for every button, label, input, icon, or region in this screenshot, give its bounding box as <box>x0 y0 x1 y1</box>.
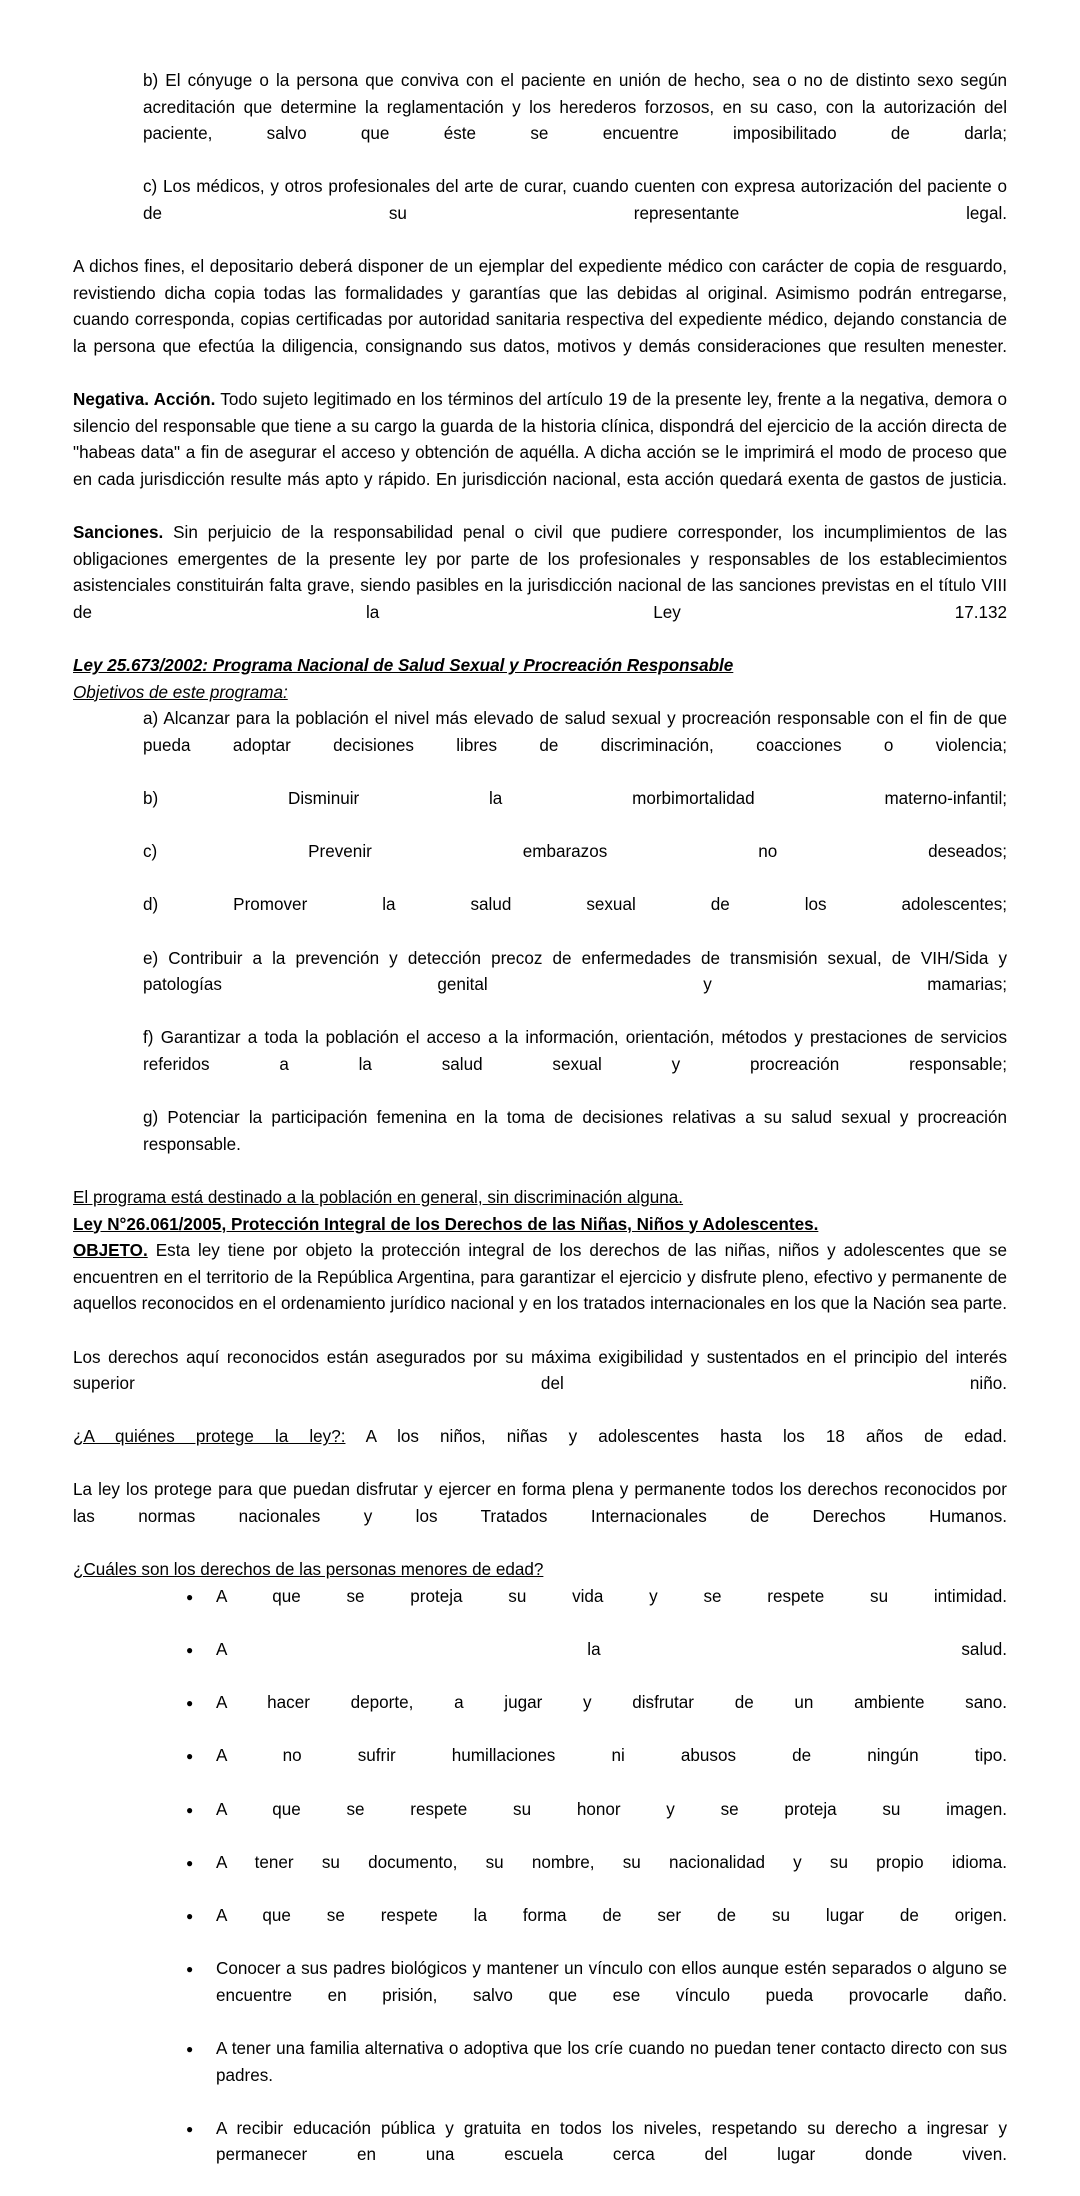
objetivo-item-f: f) Garantizar a toda la población el acceso a la información, orientación, métodos y prestaciones de servicios referidos a la salud sexual y procreación responsable; <box>143 1028 1007 1074</box>
sanciones-lead: Sanciones. <box>73 523 164 543</box>
objetivo-item-g: g) Potenciar la participación femenina en la toma de decisiones relativas a su salud sexual y procreación responsable. <box>143 1108 1007 1154</box>
heading-ley-26061-2005: Ley N°26.061/2005, Protección Integral de los Derechos de las Niñas, Niños y Adolescentes. <box>73 1214 819 1234</box>
objetivo-item-e: e) Contribuir a la prevención y detección precoz de enfermedades de transmisión sexual, de VIH/Sida y patologías genital y mamarias; <box>143 948 1007 995</box>
objetivo-item-b: b) Disminuir la morbimortalidad materno-infantil; <box>143 789 1007 809</box>
a-quienes-protege-body: A los niños, niñas y adolescentes hasta los 18 años de edad. <box>345 1427 1008 1447</box>
list-item: ● A recibir educación pública y gratuita en todos los niveles, respetando su derecho a ingresar y permanecer en una escuela cerca del lugar donde viven. <box>73 2116 1007 2196</box>
paragraph-la-ley-los-protege: La ley los protege para que puedan disfrutar y ejercer en forma plena y permanente todos los derechos reconocidos por las normas nacionales y los Tratados Internacionales de Derechos Humanos. <box>73 1480 1007 1527</box>
negativa-accion-body: Todo sujeto legitimado en los términos del artículo 19 de la presente ley, frente a la negativa, demora o silencio del responsable que tiene a su cargo la guarda de la historia clínica, dispondrá del ejercicio de la acción directa de "habeas data" a fin de asegurar el acceso y obtención de aquélla. A dicha acción se le imprimirá el modo de proceso que en cada jurisdicción resulte más apto y rápido. En jurisdicción nacional, esta acción quedará exenta de gastos de justicia. <box>73 390 1007 489</box>
objetivo-item-d: d) Promover la salud sexual de los adolescentes; <box>143 895 1007 915</box>
list-item: ● A que se proteja su vida y se respete su intimidad. <box>73 1584 1007 1637</box>
paragraph-item-c: c) Los médicos, y otros profesionales del arte de curar, cuando cuenten con expresa autorización del paciente o de su representante legal. <box>143 177 1007 223</box>
paragraph-a-quienes-protege <box>73 1424 1007 1477</box>
list-item: ● A la salud. <box>73 1637 1007 1690</box>
objetivo-item-c: c) Prevenir embarazos no deseados; <box>143 842 1007 862</box>
objeto-lead: OBJETO. <box>73 1241 148 1261</box>
list-item: ● A que se respete su honor y se proteja su imagen. <box>73 1797 1007 1850</box>
list-item: ● A hacer deporte, a jugar y disfrutar de un ambiente sano. <box>73 1690 1007 1743</box>
sanciones-body: Sin perjuicio de la responsabilidad penal o civil que pudiere corresponder, los incumplimientos de las obligaciones emergentes de la presente ley por parte de los profesionales y responsables de los establecimientos asistenciales constituirán falta grave, siendo pasibles en la jurisdicción nacional de las sanciones previstas en el título VIII de la Ley 17.132 <box>73 523 1007 622</box>
statement-programa-destinado: El programa está destinado a la población en general, sin discriminación alguna. <box>73 1187 684 1207</box>
list-item: ● Conocer a sus padres biológicos y mantener un vínculo con ellos aunque estén separados o alguno se encuentre en prisión, salvo que ese vínculo pueda provocarle daño. <box>73 1956 1007 2036</box>
paragraph-a-dichos-fines: A dichos fines, el depositario deberá disponer de un ejemplar del expediente médico con carácter de copia de resguardo, revistiendo dicha copia todas las formalidades y garantías que las debidas al original. Asimismo podrán entregarse, cuando corresponda, copias certificadas por autoridad sanitaria respectiva del expediente médico, dejando constancia de la persona que efectúa la diligencia, consignando sus datos, motivos y demás consideraciones que resulten menester. <box>73 257 1007 356</box>
negativa-accion-lead: Negativa. Acción. <box>73 390 216 410</box>
paragraph-item-b: b) El cónyuge o la persona que conviva con el paciente en unión de hecho, sea o no de distinto sexo según acreditación que determine la reglamentación y los herederos forzosos, en su caso, con la autorización del paciente, salvo que éste se encuentre imposibilitado de darla; <box>143 71 1007 144</box>
paragraph-derechos-asegurados: Los derechos aquí reconocidos están asegurados por su máxima exigibilidad y sustentados en el principio del interés superior del niño. <box>73 1347 1007 1394</box>
objeto-body: Esta ley tiene por objeto la protección integral de los derechos de las niñas, niños y adolescentes que se encuentren en el territorio de la República Argentina, para garantizar el ejercicio y disfrute pleno, efectivo y permanente de aquellos reconocidos en el ordenamiento jurídico nacional y en los tratados internacionales en los que la Nación sea parte. <box>73 1241 1007 1314</box>
list-item: ● A tener una familia alternativa o adoptiva que los críe cuando no puedan tener contacto directo con sus padres. <box>73 2036 1007 2116</box>
rights-list <box>73 1584 1007 2196</box>
list-item: ● A no sufrir humillaciones ni abusos de ningún tipo. <box>73 1743 1007 1796</box>
heading-ley-25673-2002: Ley 25.673/2002: Programa Nacional de Salud Sexual y Procreación Responsable <box>73 656 734 676</box>
objetivo-item-a: a) Alcanzar para la población el nivel más elevado de salud sexual y procreación responsable con el fin de que pueda adoptar decisiones libres de discriminación, coacciones o violencia; <box>143 709 1007 755</box>
list-item: ● A que se respete la forma de ser de su lugar de origen. <box>73 1903 1007 1956</box>
paragraph-objeto <box>73 1238 1007 1344</box>
document-body <box>73 68 1007 2196</box>
heading-objetivos-programa: Objetivos de este programa: <box>73 682 288 702</box>
heading-cuales-derechos: ¿Cuáles son los derechos de las personas menores de edad? <box>73 1560 544 1580</box>
list-item: ● A tener su documento, su nombre, su nacionalidad y su propio idioma. <box>73 1850 1007 1903</box>
paragraph-negativa-accion <box>73 387 1007 520</box>
paragraph-sanciones <box>73 520 1007 653</box>
a-quienes-protege-lead: ¿A quiénes protege la ley?: <box>73 1427 346 1447</box>
